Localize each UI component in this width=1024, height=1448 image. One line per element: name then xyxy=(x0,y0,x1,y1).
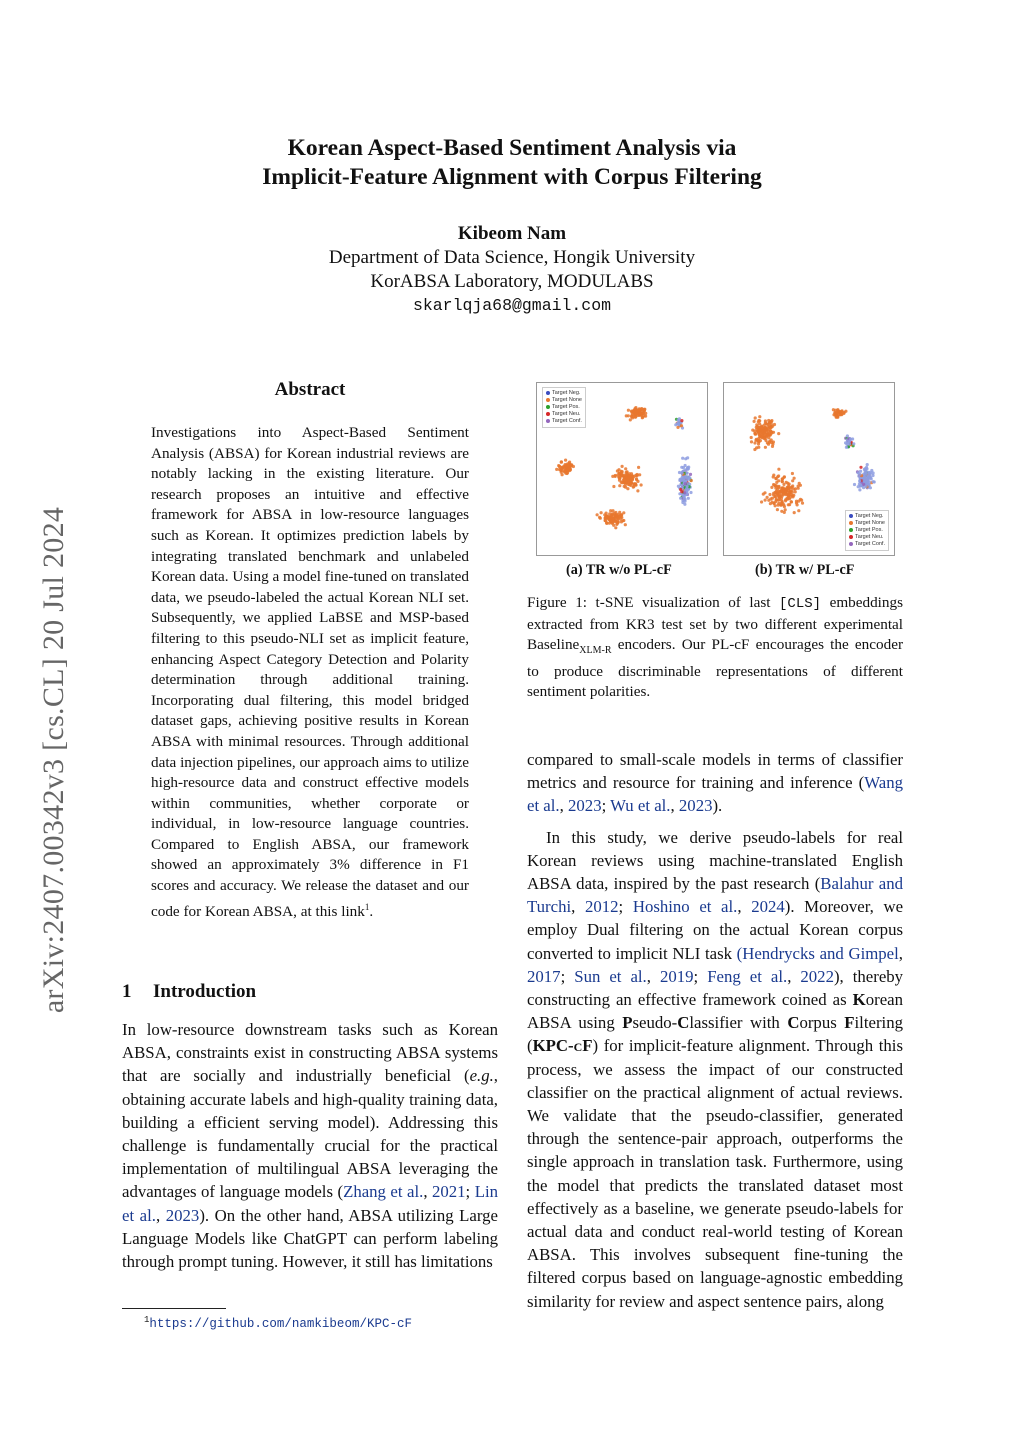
scatter-point xyxy=(784,508,787,511)
scatter-point xyxy=(680,466,683,469)
scatter-point xyxy=(858,483,861,486)
figure-caption xyxy=(527,593,903,703)
subcaption-a: (a) TR w/o PL-cF xyxy=(566,562,672,578)
legend-label: Target Pos. xyxy=(855,527,883,533)
caption-end: encoders. Our PL-cF encourages the encoder to produce discriminable representations of different sentiment polarities. xyxy=(527,636,903,701)
scatter-point xyxy=(771,501,774,504)
scatter-point xyxy=(768,493,771,496)
scatter-point xyxy=(801,502,804,505)
scatter-point xyxy=(780,497,783,500)
scatter-point xyxy=(858,473,861,476)
scatter-point xyxy=(768,441,771,444)
intro-eg: e.g. xyxy=(469,1066,494,1086)
scatter-point xyxy=(844,441,847,444)
scatter-point xyxy=(848,440,851,443)
scatter-point xyxy=(616,513,619,516)
scatter-point xyxy=(777,504,780,507)
scatter-point xyxy=(631,478,634,481)
scatter-point xyxy=(604,519,607,522)
scatter-point xyxy=(687,482,690,485)
legend-item xyxy=(849,527,885,534)
p2-text-h: iltering ( xyxy=(527,1013,903,1056)
scatter-point xyxy=(750,440,753,443)
scatter-point xyxy=(846,434,849,437)
scatter-point xyxy=(844,410,847,413)
legend-swatch xyxy=(849,521,853,525)
scatter-point xyxy=(777,468,780,471)
scatter-point xyxy=(678,479,681,482)
scatter-point xyxy=(689,491,692,494)
scatter-point xyxy=(780,500,783,503)
scatter-point xyxy=(687,475,690,478)
scatter-point xyxy=(800,499,803,502)
scatter-point xyxy=(775,499,778,502)
scatter-point xyxy=(630,415,633,418)
footnote-link[interactable]: https://github.com/namkibeom/KPC-cF xyxy=(149,1317,412,1332)
p2-text-i: ) for implicit-feature alignment. Through this process, we assess the impact of our constructed classifier on the practical alignment of actual reviews. We validate that the pseudo-classifier, generated through the sentence-pair approach, outperforms the single approach in translation task. Furthermore, using the model that predicts the translated dataset most effectively as a baseline, we generate pseudo-labels for actual data and conduct real-world testing of Korean ABSA. This involves subsequent fine-tuning the filtered corpus based on language-agnostic embedding similarity for review and aspect sentence pairs, along xyxy=(527,1036,903,1311)
scatter-point xyxy=(835,416,838,419)
scatter-point xyxy=(615,523,618,526)
scatter-point xyxy=(796,503,799,506)
scatter-point xyxy=(763,491,766,494)
scatter-point xyxy=(686,485,689,488)
citation-link[interactable]: Wu et al. xyxy=(610,796,671,816)
legend-item xyxy=(849,520,885,527)
scatter-point xyxy=(605,512,608,515)
legend-label: Target None xyxy=(552,397,582,403)
scatter-point xyxy=(758,419,761,422)
scatter-point xyxy=(760,500,763,503)
scatter-point xyxy=(680,472,683,475)
citation-year[interactable]: 2019 xyxy=(659,966,694,986)
section-number: 1 xyxy=(122,981,132,1002)
p1-end: ). xyxy=(712,796,723,816)
scatter-point xyxy=(792,494,795,497)
author-affiliation-1: Department of Data Science, Hongik University xyxy=(328,247,696,268)
citation-year[interactable]: 2022 xyxy=(800,966,834,986)
scatter-point xyxy=(794,490,797,493)
citation-link[interactable]: Feng et al. xyxy=(707,966,788,986)
scatter-point xyxy=(634,483,637,486)
intro-right-column xyxy=(527,748,903,1313)
legend-label: Target Conf. xyxy=(855,541,885,547)
scatter-point xyxy=(680,424,683,427)
intro-text-3: ). On the other hand, ABSA utilizing Large Language Models like ChatGPT can perform labeling through prompt tuning. However, it still has limitations xyxy=(122,1205,498,1272)
scatter-point xyxy=(642,409,645,412)
legend-label: Target Conf. xyxy=(552,418,582,424)
scatter-point xyxy=(684,469,687,472)
scatter-point xyxy=(641,416,644,419)
scatter-point xyxy=(792,488,795,491)
scatter-point xyxy=(863,479,866,482)
scatter-point xyxy=(786,491,789,494)
scatter-point xyxy=(612,485,615,488)
scatter-point xyxy=(677,419,680,422)
abstract-end: . xyxy=(369,902,374,920)
scatter-point xyxy=(777,474,780,477)
scatter-point xyxy=(839,413,842,416)
scatter-point xyxy=(754,439,757,442)
scatter-point xyxy=(614,526,617,529)
subcaption-b: (b) TR w/ PL-cF xyxy=(755,562,855,578)
legend-item xyxy=(849,513,885,520)
scatter-point xyxy=(770,486,773,489)
citation-year[interactable]: 2023 xyxy=(165,1205,200,1225)
tsne-panel-a xyxy=(536,382,708,556)
scatter-point xyxy=(753,448,756,451)
scatter-point xyxy=(679,497,682,500)
scatter-point xyxy=(753,429,756,432)
footnote-rule xyxy=(122,1308,226,1309)
caption-sub: XLM-R xyxy=(579,645,612,657)
legend-a xyxy=(542,387,586,428)
scatter-point xyxy=(864,485,867,488)
scatter-point xyxy=(612,524,615,527)
tsne-panel-b xyxy=(723,382,895,556)
legend-label: Target Neu. xyxy=(552,411,581,417)
scatter-point xyxy=(755,423,758,426)
scatter-point xyxy=(624,467,627,470)
legend-item xyxy=(849,541,885,548)
scatter-point xyxy=(750,436,753,439)
legend-swatch xyxy=(849,528,853,532)
citation-year[interactable]: 2021 xyxy=(431,1182,466,1202)
footnote-marker[interactable]: 1 xyxy=(364,901,370,912)
legend-swatch xyxy=(849,535,853,539)
scatter-point xyxy=(772,474,775,477)
scatter-point xyxy=(626,487,629,490)
scatter-point xyxy=(774,495,777,498)
scatter-point xyxy=(635,474,638,477)
scatter-point xyxy=(837,410,840,413)
p2-text-d: orean ABSA using xyxy=(527,990,903,1033)
abstract-text: Investigations into Aspect-Based Sentiment Analysis (ABSA) for Korean industrial reviews are notably lacking in the existing literature. Our research proposes an intuitive and effective framework for ABSA in low-resource languages such as Korean. It optimizes prediction labels by integrating translated benchmark and unlabeled Korean data. Using a model fine-tuned on translated data, we pseudo-labeled the actual Korean NLI set. Subsequently, we applied LaBSE and MSP-based filtering to this pseudo-NLI set as implicit feature, enhancing Aspect Category Detection and Polarity determination through additional training. Incorporating dual filtering, this model bridged dataset gaps, achieving positive results in Korean ABSA with minimal resources. Through additional data injection pipelines, our approach aims to utilize high-resource data and construct effective models within communities, whether corporate or individual, in low-resource language countries. Compared to English ABSA, our framework showed an approximately 3% difference in F1 scores and accuracy. We release the dataset and our code for Korean ABSA, at this link xyxy=(151,424,469,920)
scatter-point xyxy=(627,409,630,412)
scatter-point xyxy=(769,429,772,432)
scatter-point xyxy=(676,422,679,425)
scatter-point xyxy=(635,477,638,480)
scatter-point xyxy=(561,467,564,470)
scatter-point xyxy=(624,523,627,526)
scatter-point xyxy=(832,413,835,416)
scatter-point xyxy=(570,464,573,467)
scatter-point xyxy=(777,479,780,482)
scatter-point xyxy=(684,482,687,485)
scatter-point xyxy=(622,511,625,514)
scatter-point xyxy=(753,420,756,423)
footnote-mark: 1 xyxy=(144,1315,150,1325)
scatter-point xyxy=(845,446,848,449)
scatter-point xyxy=(757,440,760,443)
scatter-point xyxy=(764,499,767,502)
citation-link[interactable]: (Hendrycks and Gimpel xyxy=(736,943,899,963)
legend-swatch xyxy=(546,391,550,395)
scatter-point xyxy=(858,488,861,491)
scatter-point xyxy=(620,470,623,473)
legend-item xyxy=(546,418,582,425)
citation-link[interactable]: Balahur and Turchi xyxy=(527,874,903,917)
scatter-point xyxy=(798,482,801,485)
scatter-point xyxy=(564,459,567,462)
scatter-point xyxy=(775,477,778,480)
scatter-point xyxy=(865,467,868,470)
legend-item xyxy=(546,390,582,397)
legend-label: Target Neu. xyxy=(855,534,884,540)
scatter-point xyxy=(853,483,856,486)
legend-swatch xyxy=(849,514,853,518)
title-line-1: Korean Aspect-Based Sentiment Analysis via xyxy=(287,135,737,161)
legend-swatch xyxy=(849,542,853,546)
citation-link[interactable]: Zhang et al. xyxy=(343,1182,424,1202)
scatter-point xyxy=(560,461,563,464)
legend-item xyxy=(849,534,885,541)
scatter-point xyxy=(679,488,682,491)
scatter-point xyxy=(770,419,773,422)
abstract-body xyxy=(151,423,469,922)
scatter-point xyxy=(754,416,757,419)
scatter-point xyxy=(788,503,791,506)
scatter-point xyxy=(561,473,564,476)
footnote xyxy=(144,1315,412,1331)
p1-text: compared to small-scale models in terms of classifier metrics and resource for training and inference ( xyxy=(527,750,903,793)
scatter-point xyxy=(764,446,767,449)
scatter-point xyxy=(684,475,687,478)
scatter-point xyxy=(780,490,783,493)
scatter-point xyxy=(777,485,780,488)
scatter-point xyxy=(637,414,640,417)
scatter-point xyxy=(600,511,603,514)
scatter-point xyxy=(677,485,680,488)
legend-label: Target Pos. xyxy=(552,404,580,410)
p2-text-c: ), thereby constructing an effective framework coined as xyxy=(527,966,904,1010)
scatter-point xyxy=(791,472,794,475)
legend-swatch xyxy=(546,405,550,409)
citation-link[interactable]: Wang et al. xyxy=(527,773,903,816)
author-name: Kibeom Nam xyxy=(457,223,567,244)
legend-item xyxy=(546,411,582,418)
scatter-point xyxy=(632,486,635,489)
scatter-point xyxy=(564,463,567,466)
p2-text: In this study, we derive pseudo-labels for real Korean reviews using machine-translated English ABSA data, inspired by the past research ( xyxy=(527,827,903,894)
scatter-point xyxy=(771,445,774,448)
scatter-point xyxy=(680,419,683,422)
scatter-point xyxy=(614,474,617,477)
scatter-point xyxy=(776,508,779,511)
scatter-point xyxy=(859,466,862,469)
scatter-point xyxy=(619,517,622,520)
scatter-point xyxy=(859,470,862,473)
scatter-point xyxy=(781,480,784,483)
scatter-point xyxy=(625,481,628,484)
scatter-point xyxy=(596,513,599,516)
scatter-point xyxy=(858,479,861,482)
scatter-point xyxy=(636,489,639,492)
legend-b xyxy=(845,510,889,551)
scatter-point xyxy=(621,465,624,468)
caption-code: [CLS] xyxy=(779,596,822,612)
intro-paragraph-1: compared to small-scale models in terms of classifier metrics and resource for training and inference (Wang et al., 2023; Wu et al., 2023). xyxy=(527,750,903,816)
author-email: skarlqja68@gmail.com xyxy=(412,296,612,315)
scatter-point xyxy=(630,472,633,475)
paper-title xyxy=(0,134,1024,192)
scatter-point xyxy=(640,483,643,486)
scatter-point xyxy=(765,428,768,431)
framework-name: KPC-cF xyxy=(532,1036,593,1056)
p2-text-e: seudo- xyxy=(632,1013,678,1033)
scatter-point xyxy=(686,456,689,459)
intro-left-column: In low-resource downstream tasks such as Korean ABSA, constraints exist in constructing ABSA systems that are socially and industrially beneficial (e.g., obtaining accurate labels and high-quality training data, building a efficient serving model). Addressing this challenge is fundamentally crucial for the practical implementation of multilingual ABSA leveraging the advantages of language models (Zhang et al., 2021; Lin et al., 2023). On the other hand, ABSA utilizing Large Language Models like ChatGPT can perform labeling through prompt tuning. However, it still has limitations xyxy=(122,1020,498,1272)
legend-item xyxy=(546,397,582,404)
scatter-point xyxy=(767,419,770,422)
p2-text-g: orpus xyxy=(799,1013,845,1033)
author-affiliation-2: KorABSA Laboratory, MODULABS xyxy=(370,271,654,292)
caption-prefix: Figure 1: t-SNE visualization of last xyxy=(527,594,780,611)
scatter-point xyxy=(760,427,763,430)
scatter-point xyxy=(779,504,782,507)
citation-year[interactable]: 2024 xyxy=(751,897,785,917)
legend-label: Target None xyxy=(855,520,885,526)
arxiv-id: arXiv:2407.00342v3 [cs.CL] 20 Jul 2024 xyxy=(37,506,70,1014)
scatter-point xyxy=(627,414,630,417)
scatter-point xyxy=(768,425,771,428)
scatter-point xyxy=(687,497,690,500)
scatter-point xyxy=(766,496,769,499)
citation-year[interactable]: 2017 xyxy=(527,966,561,986)
scatter-point xyxy=(758,415,761,418)
scatter-point xyxy=(797,485,800,488)
scatter-point xyxy=(790,500,793,503)
scatter-point xyxy=(622,474,625,477)
scatter-point xyxy=(866,463,869,466)
legend-swatch xyxy=(546,412,550,416)
scatter-point xyxy=(768,432,771,435)
citation-year[interactable]: 2012 xyxy=(584,897,619,917)
citation-link[interactable]: Sun et al. xyxy=(574,966,647,986)
scatter-point xyxy=(793,511,796,514)
scatter-point xyxy=(681,457,684,460)
abstract-heading: Abstract xyxy=(274,379,346,400)
scatter-point xyxy=(684,464,687,467)
scatter-point xyxy=(782,483,785,486)
scatter-point xyxy=(762,437,765,440)
scatter-point xyxy=(568,461,571,464)
scatter-point xyxy=(869,471,872,474)
scatter-point xyxy=(598,516,601,519)
p2-text-b: ). Moreover, we employ Dual filtering on the actual Korean corpus converted to implicit NLI task xyxy=(527,897,904,963)
scatter-point xyxy=(644,415,647,418)
scatter-point xyxy=(783,489,786,492)
scatter-point xyxy=(566,469,569,472)
scatter-point xyxy=(775,490,778,493)
scatter-point xyxy=(605,515,608,518)
scatter-point xyxy=(637,466,640,469)
scatter-point xyxy=(676,426,679,429)
scatter-point xyxy=(783,475,786,478)
scatter-point xyxy=(866,478,869,481)
legend-swatch xyxy=(546,398,550,402)
title-line-2: Implicit-Feature Alignment with Corpus Filtering xyxy=(262,164,762,190)
scatter-point xyxy=(786,482,789,485)
scatter-point xyxy=(555,468,558,471)
scatter-point xyxy=(683,491,686,494)
scatter-point xyxy=(764,419,767,422)
scatter-point xyxy=(753,441,756,444)
scatter-point xyxy=(769,497,772,500)
scatter-point xyxy=(866,475,869,478)
author-block xyxy=(0,222,1024,318)
citation-link[interactable]: Hoshino et al. xyxy=(632,897,738,917)
intro-text-2: , obtaining accurate labels and high-quality training data, building a efficient serving model). Addressing this challenge is fundamentally crucial for the practical implementation of multilingual ABSA leveraging the advantages of language models ( xyxy=(122,1066,498,1202)
scatter-point xyxy=(789,486,792,489)
scatter-point xyxy=(616,517,619,520)
scatter-point xyxy=(797,509,800,512)
scatter-point xyxy=(683,498,686,501)
scatter-point xyxy=(618,477,621,480)
scatter-point xyxy=(852,442,855,445)
scatter-point xyxy=(567,464,570,467)
p2-text-f: lassifier with xyxy=(689,1013,788,1033)
legend-label: Target Neg. xyxy=(855,513,884,519)
scatter-point xyxy=(610,515,613,518)
scatter-point xyxy=(563,470,566,473)
scatter-point xyxy=(611,509,614,512)
caption-mid: embeddings extracted from KR3 test set by two different experimental Baseline xyxy=(527,594,903,654)
scatter-point xyxy=(791,479,794,482)
scatter-point xyxy=(687,466,690,469)
citation-year[interactable]: 2023 xyxy=(568,796,602,816)
legend-swatch xyxy=(546,419,550,423)
scatter-point xyxy=(873,480,876,483)
scatter-point xyxy=(629,418,632,421)
citation-link[interactable]: Lin et al. xyxy=(122,1182,498,1225)
section-title: Introduction xyxy=(153,981,257,1002)
section-heading xyxy=(122,981,256,1003)
scatter-point xyxy=(777,432,780,435)
citation-year[interactable]: 2023 xyxy=(678,796,713,816)
scatter-point xyxy=(620,481,623,484)
scatter-point xyxy=(609,520,612,523)
arxiv-stamp xyxy=(34,460,74,1060)
legend-item xyxy=(546,404,582,411)
intro-paragraph-2: In this study, we derive pseudo-labels for real Korean reviews using machine-translated English ABSA data, inspired by the past research (Balahur and Turchi, 2012; Hoshino et al., 2024). Moreover, we employ Dual filtering on the actual Korean corpus converted to implicit NLI task (Hendrycks and Gimpel, 2017; Sun et al., 2019; Feng et al., 2022), thereby constructing an effective framework coined as Korean ABSA using Pseudo-Classifier with Corpus Filtering (KPC-cF) for implicit-feature alignment. Through this process, we assess the impact of our constructed classifier on the practical alignment of actual reviews. We validate that the pseudo-classifier, generated through the sentence-pair approach, outperforms the single approach in translation task. Furthermore, using the model that predicts the translated dataset most effectively as a baseline, we generate pseudo-labels for actual data and conduct real-world testing of Korean ABSA. This involves subsequent fine-tuning the filtered corpus based on language-agnostic embedding similarity for review and aspect sentence pairs, along xyxy=(527,827,904,1311)
scatter-point xyxy=(618,484,621,487)
intro-text-1: In low-resource downstream tasks such as Korean ABSA, constraints exist in constructing ABSA systems that are socially and industrially beneficial ( xyxy=(122,1020,498,1086)
scatter-point xyxy=(689,473,692,476)
scatter-point xyxy=(797,500,800,503)
legend-label: Target Neg. xyxy=(552,390,581,396)
